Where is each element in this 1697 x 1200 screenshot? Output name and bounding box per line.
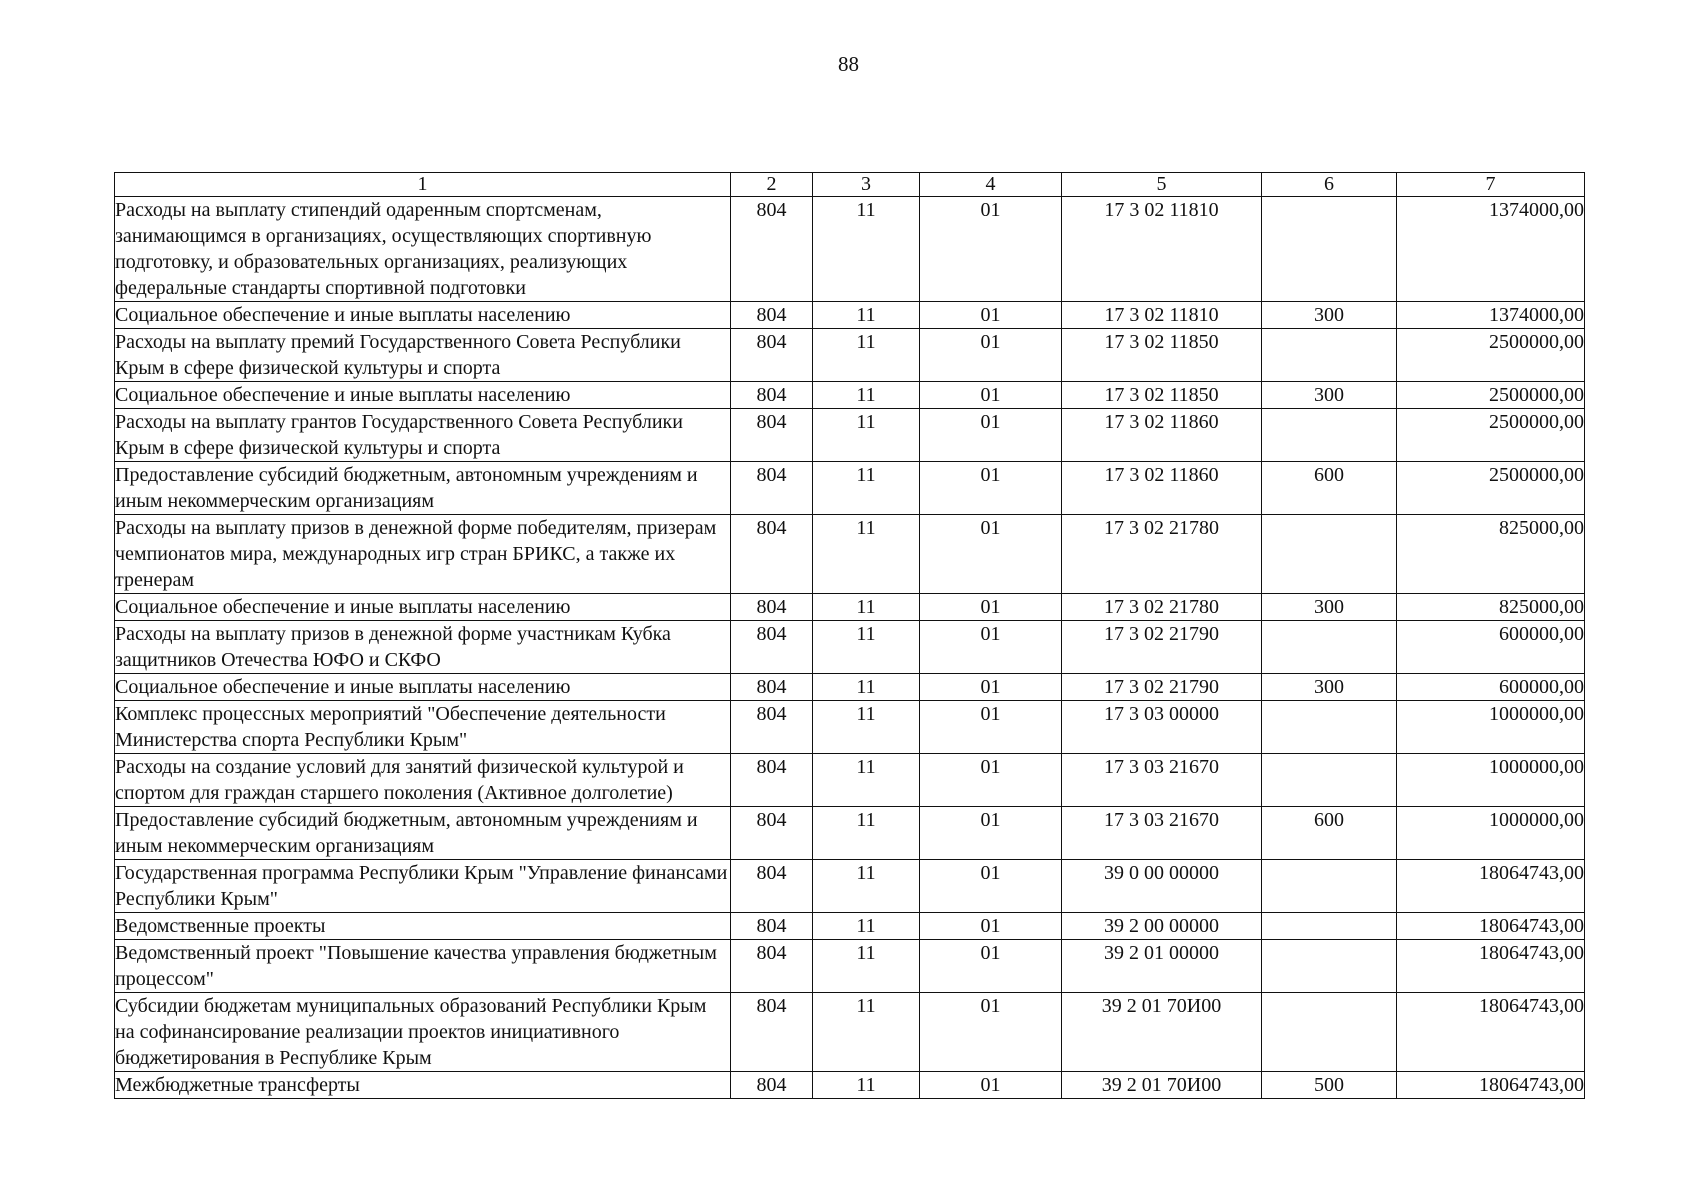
- expense-type-cell: [1262, 409, 1397, 462]
- table-row: [115, 860, 1585, 913]
- target-article-cell: 17 3 03 21670: [1062, 807, 1262, 860]
- target-article-cell: 17 3 03 21670: [1062, 754, 1262, 807]
- target-article-cell: 17 3 02 11860: [1062, 409, 1262, 462]
- expense-type-cell: 300: [1262, 674, 1397, 701]
- ministry-code-cell: 804: [731, 462, 813, 515]
- ministry-code-cell: 804: [731, 409, 813, 462]
- section-code-cell: 11: [813, 940, 920, 993]
- section-code-cell: 11: [813, 197, 920, 302]
- subsection-code-cell: 01: [920, 860, 1062, 913]
- section-code-cell: 11: [813, 329, 920, 382]
- section-code-cell: 11: [813, 754, 920, 807]
- description-cell: Социальное обеспечение и иные выплаты населению: [115, 674, 731, 701]
- table-row: [115, 807, 1585, 860]
- column-header: 1: [115, 173, 731, 197]
- target-article-cell: 39 2 00 00000: [1062, 913, 1262, 940]
- subsection-code-cell: 01: [920, 913, 1062, 940]
- amount-cell: 2500000,00: [1397, 462, 1585, 515]
- table-row: [115, 197, 1585, 302]
- subsection-code-cell: 01: [920, 701, 1062, 754]
- subsection-code-cell: 01: [920, 1072, 1062, 1099]
- expense-type-cell: 300: [1262, 302, 1397, 329]
- description-cell: Социальное обеспечение и иные выплаты населению: [115, 594, 731, 621]
- amount-cell: 2500000,00: [1397, 329, 1585, 382]
- table-row: [115, 462, 1585, 515]
- description-cell: Предоставление субсидий бюджетным, автономным учреждениям и иным некоммерческим организациям: [115, 807, 731, 860]
- table-row: [115, 913, 1585, 940]
- subsection-code-cell: 01: [920, 462, 1062, 515]
- description-cell: Государственная программа Республики Крым "Управление финансами Республики Крым": [115, 860, 731, 913]
- amount-cell: 825000,00: [1397, 515, 1585, 594]
- ministry-code-cell: 804: [731, 701, 813, 754]
- expense-type-cell: 600: [1262, 807, 1397, 860]
- section-code-cell: 11: [813, 462, 920, 515]
- subsection-code-cell: 01: [920, 807, 1062, 860]
- section-code-cell: 11: [813, 860, 920, 913]
- subsection-code-cell: 01: [920, 674, 1062, 701]
- column-header: 4: [920, 173, 1062, 197]
- amount-cell: 2500000,00: [1397, 409, 1585, 462]
- target-article-cell: 17 3 02 11850: [1062, 382, 1262, 409]
- description-cell: Комплекс процессных мероприятий "Обеспечение деятельности Министерства спорта Республики Крым": [115, 701, 731, 754]
- subsection-code-cell: 01: [920, 409, 1062, 462]
- amount-cell: 1374000,00: [1397, 302, 1585, 329]
- target-article-cell: 17 3 02 11810: [1062, 197, 1262, 302]
- amount-cell: 18064743,00: [1397, 860, 1585, 913]
- ministry-code-cell: 804: [731, 197, 813, 302]
- amount-cell: 600000,00: [1397, 621, 1585, 674]
- expense-type-cell: 600: [1262, 462, 1397, 515]
- header-row: [115, 173, 1585, 197]
- target-article-cell: 17 3 02 21790: [1062, 621, 1262, 674]
- description-cell: Расходы на выплату стипендий одаренным спортсменам, занимающимся в организациях, осуществляющих спортивную подготовку, и образовательных организациях, реализующих федеральные стандарты спортивной подготовки: [115, 197, 731, 302]
- expense-type-cell: 500: [1262, 1072, 1397, 1099]
- description-cell: Социальное обеспечение и иные выплаты населению: [115, 302, 731, 329]
- expense-type-cell: 300: [1262, 594, 1397, 621]
- expense-type-cell: [1262, 860, 1397, 913]
- description-cell: Расходы на выплату призов в денежной форме участникам Кубка защитников Отечества ЮФО и СКФО: [115, 621, 731, 674]
- table-row: [115, 1072, 1585, 1099]
- description-cell: Ведомственный проект "Повышение качества управления бюджетным процессом": [115, 940, 731, 993]
- description-cell: Субсидии бюджетам муниципальных образований Республики Крым на софинансирование реализации проектов инициативного бюджетирования в Республике Крым: [115, 993, 731, 1072]
- expense-type-cell: [1262, 197, 1397, 302]
- amount-cell: 1374000,00: [1397, 197, 1585, 302]
- section-code-cell: 11: [813, 621, 920, 674]
- section-code-cell: 11: [813, 409, 920, 462]
- target-article-cell: 17 3 02 11860: [1062, 462, 1262, 515]
- target-article-cell: 17 3 02 11810: [1062, 302, 1262, 329]
- amount-cell: 600000,00: [1397, 674, 1585, 701]
- amount-cell: 18064743,00: [1397, 1072, 1585, 1099]
- amount-cell: 2500000,00: [1397, 382, 1585, 409]
- subsection-code-cell: 01: [920, 940, 1062, 993]
- ministry-code-cell: 804: [731, 329, 813, 382]
- target-article-cell: 17 3 02 21780: [1062, 515, 1262, 594]
- ministry-code-cell: 804: [731, 913, 813, 940]
- section-code-cell: 11: [813, 913, 920, 940]
- description-cell: Расходы на выплату премий Государственного Совета Республики Крым в сфере физической культуры и спорта: [115, 329, 731, 382]
- table-row: [115, 594, 1585, 621]
- ministry-code-cell: 804: [731, 993, 813, 1072]
- section-code-cell: 11: [813, 594, 920, 621]
- expense-type-cell: [1262, 913, 1397, 940]
- column-header: 5: [1062, 173, 1262, 197]
- target-article-cell: 17 3 03 00000: [1062, 701, 1262, 754]
- subsection-code-cell: 01: [920, 515, 1062, 594]
- target-article-cell: 17 3 02 21780: [1062, 594, 1262, 621]
- expense-type-cell: 300: [1262, 382, 1397, 409]
- target-article-cell: 39 2 01 00000: [1062, 940, 1262, 993]
- subsection-code-cell: 01: [920, 993, 1062, 1072]
- subsection-code-cell: 01: [920, 197, 1062, 302]
- table-row: [115, 329, 1585, 382]
- column-header: 2: [731, 173, 813, 197]
- ministry-code-cell: 804: [731, 807, 813, 860]
- column-header: 6: [1262, 173, 1397, 197]
- expense-type-cell: [1262, 329, 1397, 382]
- section-code-cell: 11: [813, 382, 920, 409]
- section-code-cell: 11: [813, 701, 920, 754]
- section-code-cell: 11: [813, 302, 920, 329]
- target-article-cell: 39 0 00 00000: [1062, 860, 1262, 913]
- ministry-code-cell: 804: [731, 860, 813, 913]
- table-row: [115, 674, 1585, 701]
- subsection-code-cell: 01: [920, 329, 1062, 382]
- ministry-code-cell: 804: [731, 754, 813, 807]
- column-header: 7: [1397, 173, 1585, 197]
- description-cell: Межбюджетные трансферты: [115, 1072, 731, 1099]
- description-cell: Предоставление субсидий бюджетным, автономным учреждениям и иным некоммерческим организациям: [115, 462, 731, 515]
- description-cell: Расходы на выплату грантов Государственного Совета Республики Крым в сфере физической культуры и спорта: [115, 409, 731, 462]
- table-row: [115, 754, 1585, 807]
- amount-cell: 1000000,00: [1397, 701, 1585, 754]
- ministry-code-cell: 804: [731, 594, 813, 621]
- column-header: 3: [813, 173, 920, 197]
- target-article-cell: 39 2 01 70И00: [1062, 1072, 1262, 1099]
- table-row: [115, 621, 1585, 674]
- ministry-code-cell: 804: [731, 940, 813, 993]
- section-code-cell: 11: [813, 807, 920, 860]
- ministry-code-cell: 804: [731, 621, 813, 674]
- target-article-cell: 17 3 02 21790: [1062, 674, 1262, 701]
- expense-type-cell: [1262, 515, 1397, 594]
- amount-cell: 1000000,00: [1397, 807, 1585, 860]
- subsection-code-cell: 01: [920, 621, 1062, 674]
- ministry-code-cell: 804: [731, 674, 813, 701]
- expense-type-cell: [1262, 621, 1397, 674]
- amount-cell: 18064743,00: [1397, 940, 1585, 993]
- description-cell: Социальное обеспечение и иные выплаты населению: [115, 382, 731, 409]
- ministry-code-cell: 804: [731, 515, 813, 594]
- table-row: [115, 701, 1585, 754]
- description-cell: Ведомственные проекты: [115, 913, 731, 940]
- expense-type-cell: [1262, 940, 1397, 993]
- table-row: [115, 302, 1585, 329]
- section-code-cell: 11: [813, 674, 920, 701]
- table-row: [115, 382, 1585, 409]
- subsection-code-cell: 01: [920, 594, 1062, 621]
- description-cell: Расходы на выплату призов в денежной форме победителям, призерам чемпионатов мира, международных игр стран БРИКС, а также их тренерам: [115, 515, 731, 594]
- table-row: [115, 940, 1585, 993]
- expense-type-cell: [1262, 993, 1397, 1072]
- subsection-code-cell: 01: [920, 382, 1062, 409]
- ministry-code-cell: 804: [731, 1072, 813, 1099]
- expense-type-cell: [1262, 754, 1397, 807]
- section-code-cell: 11: [813, 515, 920, 594]
- expense-type-cell: [1262, 701, 1397, 754]
- target-article-cell: 39 2 01 70И00: [1062, 993, 1262, 1072]
- table-body: [115, 197, 1585, 1099]
- page-number: 88: [838, 52, 859, 76]
- subsection-code-cell: 01: [920, 754, 1062, 807]
- ministry-code-cell: 804: [731, 302, 813, 329]
- subsection-code-cell: 01: [920, 302, 1062, 329]
- section-code-cell: 11: [813, 1072, 920, 1099]
- budget-table: [114, 172, 1585, 1099]
- description-cell: Расходы на создание условий для занятий физической культурой и спортом для граждан старшего поколения (Активное долголетие): [115, 754, 731, 807]
- amount-cell: 825000,00: [1397, 594, 1585, 621]
- table-row: [115, 409, 1585, 462]
- target-article-cell: 17 3 02 11850: [1062, 329, 1262, 382]
- section-code-cell: 11: [813, 993, 920, 1072]
- amount-cell: 18064743,00: [1397, 993, 1585, 1072]
- amount-cell: 1000000,00: [1397, 754, 1585, 807]
- table-row: [115, 515, 1585, 594]
- amount-cell: 18064743,00: [1397, 913, 1585, 940]
- ministry-code-cell: 804: [731, 382, 813, 409]
- table-row: [115, 993, 1585, 1072]
